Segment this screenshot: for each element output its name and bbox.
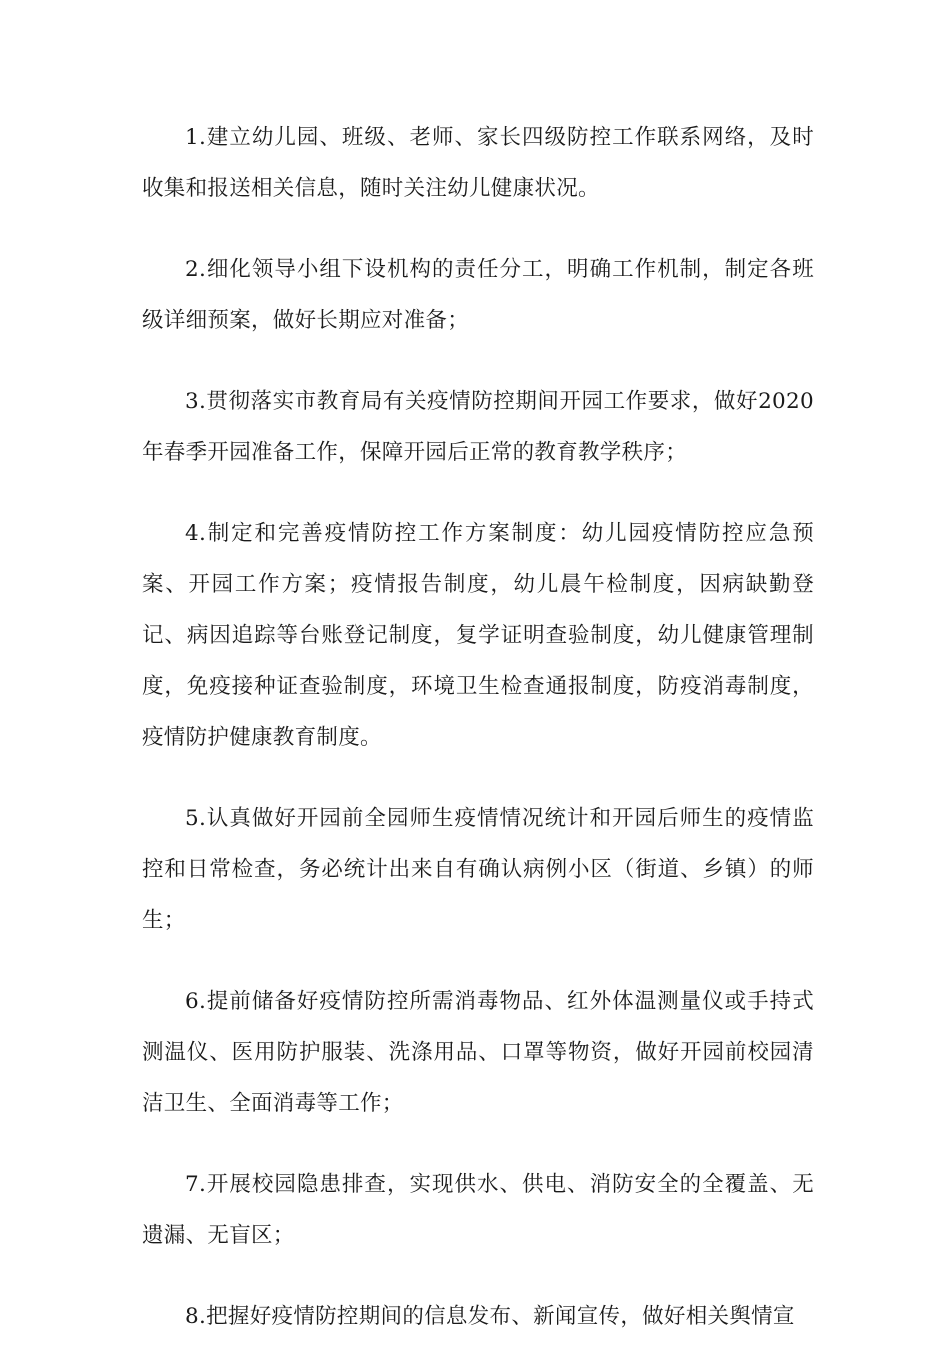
paragraph-2: 2.细化领导小组下设机构的责任分工，明确工作机制，制定各班级详细预案，做好长期应对准备；	[142, 257, 814, 333]
paragraph-4: 4.制定和完善疫情防控工作方案制度：幼儿园疫情防控应急预案、开园工作方案；疫情报告制度，幼儿晨午检制度，因病缺勤登记、病因追踪等台账登记制度，复学证明查验制度，幼儿健康管理制度，免疫接种证查验制度，环境卫生检查通报制度，防疫消毒制度，疫情防护健康教育制度。	[142, 521, 814, 750]
paragraph-8: 8.把握好疫情防控期间的信息发布、新闻宣传，做好相关舆情宣	[185, 1304, 795, 1329]
paragraph-3: 3.贯彻落实市教育局有关疫情防控期间开园工作要求，做好2020年春季开园准备工作，保障开园后正常的教育教学秩序；	[142, 389, 814, 465]
paragraph-1: 1.建立幼儿园、班级、老师、家长四级防控工作联系网络，及时收集和报送相关信息，随时关注幼儿健康状况。	[142, 125, 814, 201]
paragraph-7: 7.开展校园隐患排查，实现供水、供电、消防安全的全覆盖、无遗漏、无盲区；	[142, 1172, 814, 1248]
paragraph-6: 6.提前储备好疫情防控所需消毒物品、红外体温测量仪或手持式测温仪、医用防护服装、洗涤用品、口罩等物资，做好开园前校园清洁卫生、全面消毒等工作；	[142, 989, 814, 1116]
document-body	[142, 112, 814, 1372]
paragraph-5: 5.认真做好开园前全园师生疫情情况统计和开园后师生的疫情监控和日常检查，务必统计出来自有确认病例小区（街道、乡镇）的师生；	[142, 806, 814, 933]
